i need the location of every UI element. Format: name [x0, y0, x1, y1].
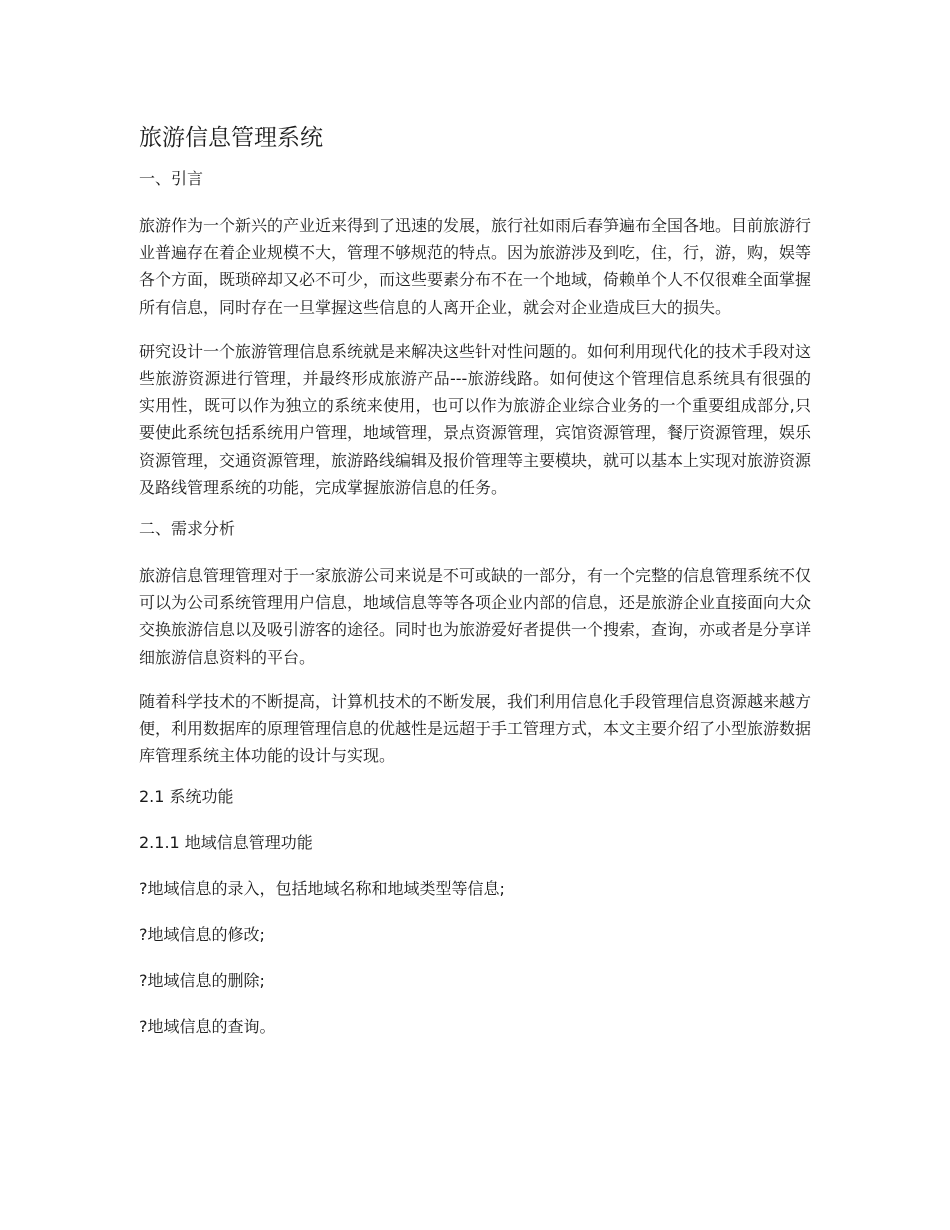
subsubsection-heading-region-management: 2.1.1 地域信息管理功能	[139, 833, 313, 853]
section-heading-introduction: 一、引言	[139, 169, 204, 188]
paragraph: 旅游作为一个新兴的产业近来得到了迅速的发展，旅行社如雨后春笋遍布全国各地。目前旅游行业普遍存在着企业规模不大，管理不够规范的特点。因为旅游涉及到吃，住，行，游，购，娱等各个方面，既琐碎却又必不可少，而这些要素分布不在一个地域，倚赖单个人不仅很难全面掌握所有信息，同时存在一旦掌握这些信息的人离开企业，就会对企业造成巨大的损失。	[139, 216, 812, 317]
subsection-heading-system-functions: 2.1 系统功能	[139, 787, 234, 807]
document-title: 旅游信息管理系统	[139, 125, 323, 151]
list-item: ?地域信息的删除;	[139, 971, 265, 991]
paragraph: 研究设计一个旅游管理信息系统就是来解决这些针对性问题的。如何利用现代化的技术手段对这些旅游资源进行管理，并最终形成旅游产品---旅游线路。如何使这个管理信息系统具有很强的实用性，既可以作为独立的系统来使用，也可以作为旅游企业综合业务的一个重要组成部分,只要使此系统包括系统用户管理，地域管理，景点资源管理，宾馆资源管理，餐厅资源管理，娱乐资源管理，交通资源管理，旅游路线编辑及报价管理等主要模块，就可以基本上实现对旅游资源及路线管理系统的功能，完成掌握旅游信息的任务。	[139, 341, 812, 497]
paragraph: 旅游信息管理管理对于一家旅游公司来说是不可或缺的一部分，有一个完整的信息管理系统不仅可以为公司系统管理用户信息，地域信息等等各项企业内部的信息，还是旅游企业直接面向大众交换旅游信息以及吸引游客的途径。同时也为旅游爱好者提供一个搜索，查询，亦或者是分享详细旅游信息资料的平台。	[139, 566, 812, 667]
paragraph: 随着科学技术的不断提高，计算机技术的不断发展，我们利用信息化手段管理信息资源越来越方便，利用数据库的原理管理信息的优越性是远超于手工管理方式，本文主要介绍了小型旅游数据库管理系统主体功能的设计与实现。	[139, 691, 812, 766]
list-item: ?地域信息的查询。	[139, 1017, 276, 1037]
list-item: ?地域信息的修改;	[139, 925, 265, 945]
document-page	[139, 118, 811, 1062]
list-item: ?地域信息的录入，包括地域名称和地域类型等信息;	[139, 879, 505, 899]
section-heading-requirements: 二、需求分析	[139, 519, 236, 539]
